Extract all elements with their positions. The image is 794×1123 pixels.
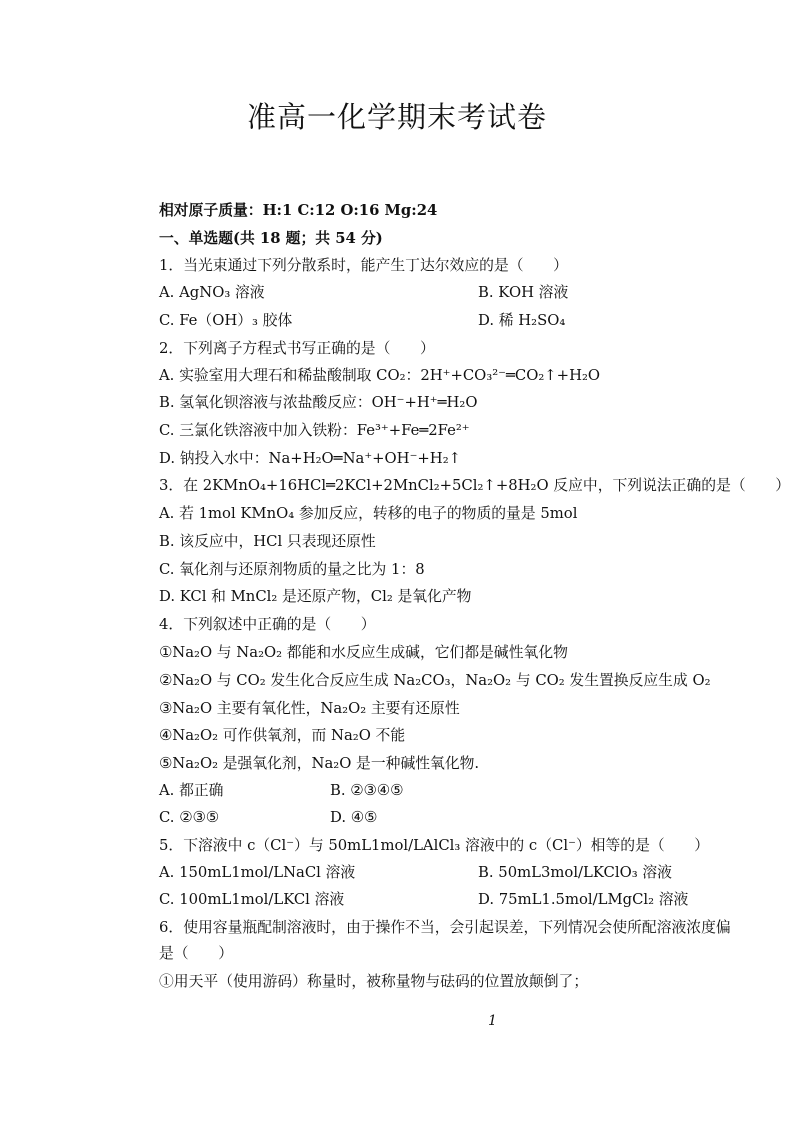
question-6-statement-1: ①用天平（使用游码）称量时，被称量物与砝码的位置放颠倒了； [159,973,589,990]
question-4-option-a: A. 都正确 [159,782,224,799]
question-3-option-c: C. 氧化剂与还原剂物质的量之比为 1：8 [159,561,425,578]
question-2-option-a: A. 实验室用大理石和稀盐酸制取 CO₂：2H⁺+CO₃²⁻═CO₂↑+H₂O [159,367,601,384]
question-2: 2．下列离子方程式书写正确的是（ ） [159,340,435,357]
question-2-option-d: D. 钠投入水中：Na+H₂O═Na⁺+OH⁻+H₂↑ [159,450,462,467]
question-3: 3．在 2KMnO₄+16HCl═2KCl+2MnCl₂+5Cl₂↑+8H₂O 反应中，下列说法正确的是（ ） [159,477,791,494]
question-1: 1．当光束通过下列分散系时，能产生丁达尔效应的是（ ） [159,257,568,274]
question-1-option-a: A. AgNO₃ 溶液 [159,284,265,301]
question-1-option-b: B. KOH 溶液 [478,284,569,301]
question-6: 6．使用容量瓶配制溶液时，由于操作不当，会引起误差，下列情况会使所配溶液浓度偏 [159,919,731,936]
question-5-option-c: C. 100mL1mol/LKCl 溶液 [159,891,345,908]
question-1-option-d: D. 稀 H₂SO₄ [478,312,566,329]
question-4-statement-1: ①Na₂O 与 Na₂O₂ 都能和水反应生成碱，它们都是碱性氧化物 [159,644,568,661]
question-4-statement-2: ②Na₂O 与 CO₂ 发生化合反应生成 Na₂CO₃，Na₂O₂ 与 CO₂ 发生置换反应生成 O₂ [159,672,711,689]
question-5-option-b: B. 50mL3mol/LKClO₃ 溶液 [478,864,672,881]
question-6-continued: 是（ ） [159,945,233,962]
section-heading: 一、单选题(共 18 题；共 54 分) [159,230,383,247]
question-5: 5．下溶液中 c（Cl⁻）与 50mL1mol/LAlCl₃ 溶液中的 c（Cl⁻）相等的是（ ） [159,837,710,854]
question-1-option-c: C. Fe（OH）₃ 胶体 [159,312,293,329]
question-4-statement-5: ⑤Na₂O₂ 是强氧化剂，Na₂O 是一种碱性氧化物. [159,755,480,772]
question-2-option-c: C. 三氯化铁溶液中加入铁粉：Fe³⁺+Fe═2Fe²⁺ [159,422,470,439]
atomic-masses: 相对原子质量：H:1 C:12 O:16 Mg:24 [159,202,438,219]
question-4-statement-4: ④Na₂O₂ 可作供氧剂，而 Na₂O 不能 [159,727,406,744]
question-5-option-d: D. 75mL1.5mol/LMgCl₂ 溶液 [478,891,689,908]
question-3-option-d: D. KCl 和 MnCl₂ 是还原产物，Cl₂ 是氧化产物 [159,588,472,605]
question-4: 4．下列叙述中正确的是（ ） [159,616,376,633]
question-4-option-c: C. ②③⑤ [159,809,219,826]
question-5-option-a: A. 150mL1mol/LNaCl 溶液 [159,864,356,881]
question-2-option-b: B. 氢氧化钡溶液与浓盐酸反应：OH⁻+H⁺═H₂O [159,394,478,411]
question-4-option-b: B. ②③④⑤ [330,782,404,799]
page-number: 1 [488,1013,497,1029]
question-4-option-d: D. ④⑤ [330,809,378,826]
question-4-statement-3: ③Na₂O 主要有氧化性，Na₂O₂ 主要有还原性 [159,700,460,717]
question-3-option-b: B. 该反应中，HCl 只表现还原性 [159,533,376,550]
page-title: 准高一化学期末考试卷 [246,100,547,134]
question-3-option-a: A. 若 1mol KMnO₄ 参加反应，转移的电子的物质的量是 5mol [159,505,578,522]
